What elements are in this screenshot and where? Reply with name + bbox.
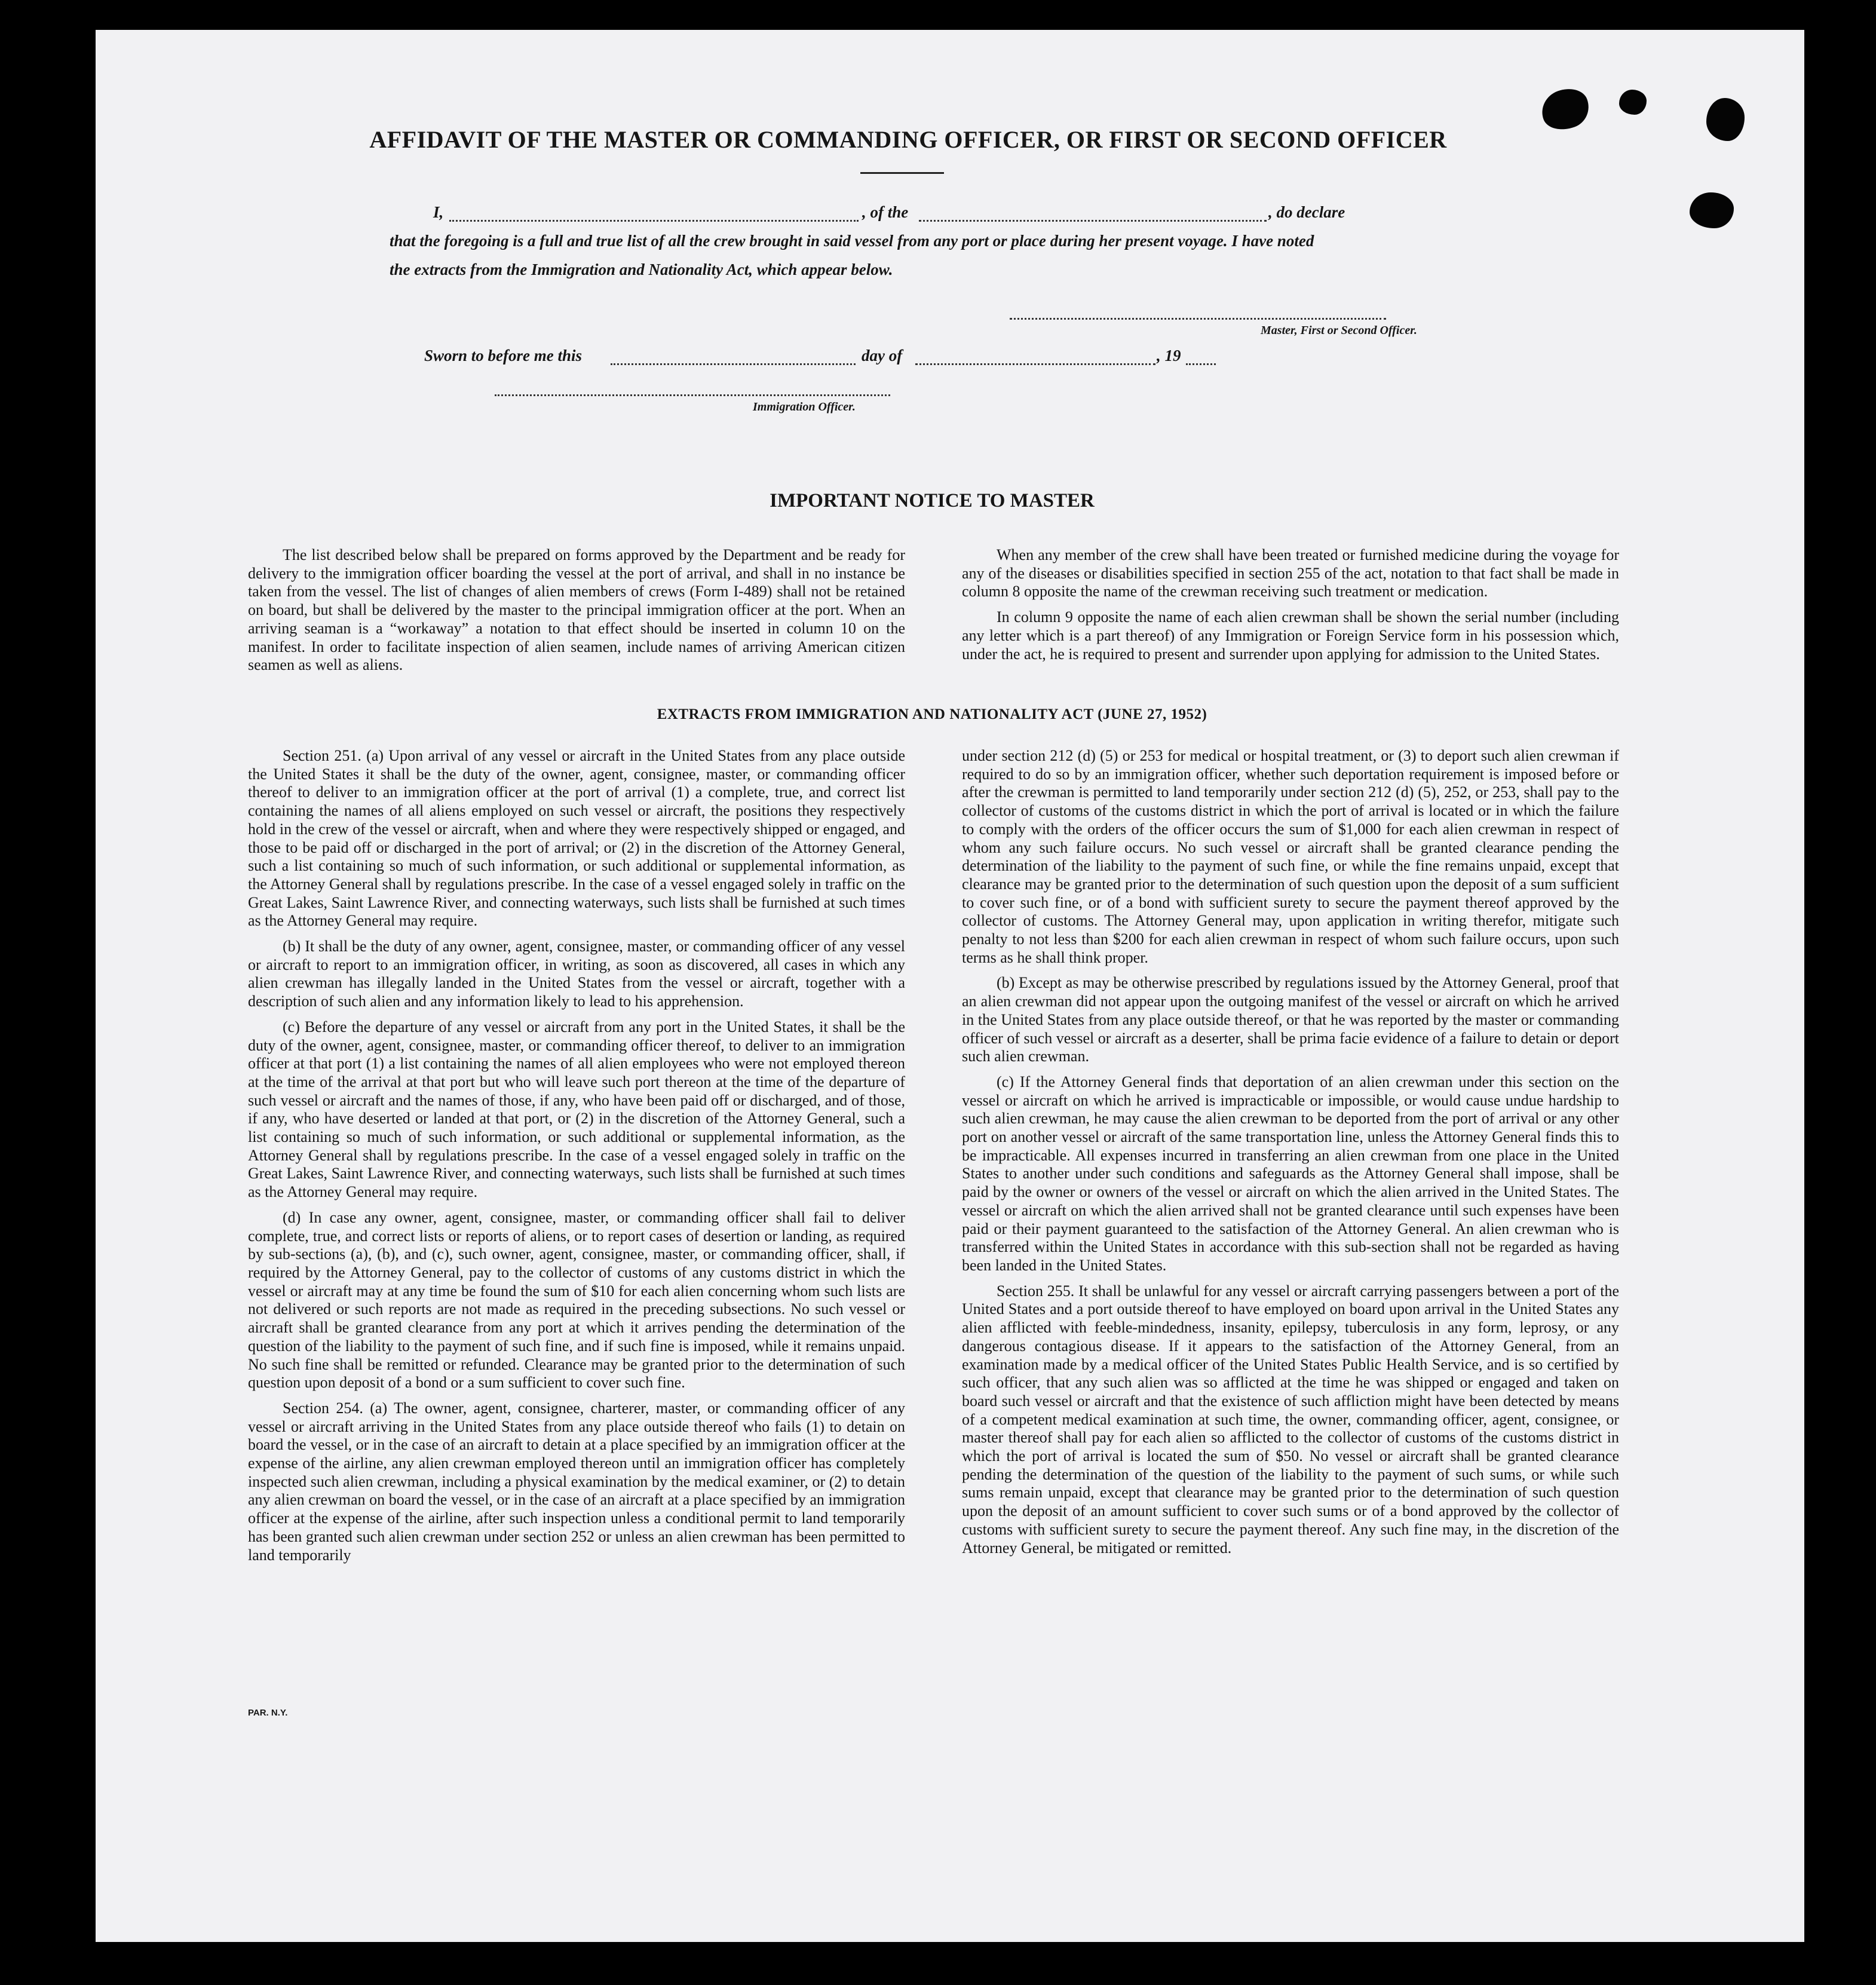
extracts-right-column	[962, 747, 1619, 1564]
affidavit-title: AFFIDAVIT OF THE MASTER OR COMMANDING OFFICER, OR FIRST OR SECOND OFFICER	[369, 126, 1447, 153]
officer-signature-field[interactable]	[495, 394, 890, 396]
section-254-b: (b) Except as may be otherwise prescribed by regulations issued by the Attorney General, proof that an alien crewman did not appear upon the outgoing manifest of the vessel or aircraft on which he arrived in the United States from any place outside thereof, or that he was reported by the master or commanding officer of such vessel or aircraft as a deserter, shall be prima facie evidence of a failure to detain or deport such alien crewman.	[962, 974, 1619, 1065]
ink-blot	[1619, 90, 1647, 115]
sworn-label: Sworn to before me this	[424, 347, 583, 364]
section-251-d: (d) In case any owner, agent, consignee, master, or commanding officer shall fail to deliver complete, true, and correct lists or reports of aliens, or to report cases of desertion or landing, as required by sub-sections (a), (b), and (c), such owner, agent, consignee, master, or commanding officer, shall, if required by the Attorney General, pay to the collector of customs of any customs district in which the vessel or aircraft may at any time be found the sum of $10 for each alien concerning whom such lists are not delivered or such reports are not made as required in the preceding subsections. No such vessel or aircraft shall be granted clearance from any port at which it arrives pending the determination of the question of the liability to the payment of such fine, and if such fine is imposed, while it remains unpaid. No such fine shall be remitted or refunded. Clearance may be granted prior to the determination of such question upon deposit of a bond or a sum sufficient to cover such fine.	[248, 1208, 905, 1392]
master-signature-field[interactable]	[1010, 318, 1386, 320]
section-251-a: Section 251. (a) Upon arrival of any vessel or aircraft in the United States from any place outside the United States it shall be the duty of the owner, agent, consignee, master, or commanding officer thereof to deliver to an immigration officer at the port of arrival (1) a complete, true, and correct list containing the names of all aliens employed on such vessel or aircraft, the positions they respectively hold in the crew of the vessel or aircraft, when and where they were respectively shipped or engaged, and those to be paid off or discharged in the port of arrival; or (2) in the discretion of the Attorney General, such a list containing so much of such information, or such additional or supplemental information, as the Attorney General shall by regulations prescribe. In the case of a vessel engaged solely in traffic on the Great Lakes, Saint Lawrence River, and connecting waterways, such lists shall be furnished at such times as the Attorney General may require.	[248, 747, 905, 930]
day-of-label: day of	[862, 347, 903, 364]
sworn-month-field[interactable]	[915, 363, 1155, 365]
notice-right-column	[962, 546, 1619, 670]
declaration-line-3: the extracts from the Immigration and Nationality Act, which appear below.	[390, 261, 893, 278]
section-251-b: (b) It shall be the duty of any owner, agent, consignee, master, or commanding officer of any vessel or aircraft to report to an immigration officer, in writing, as soon as discovered, all cases in which any alien crewman has illegally landed in the United States from the vessel or aircraft, together with a description of such alien and any information likely to lead to his apprehension.	[248, 938, 905, 1010]
notice-heading: IMPORTANT NOTICE TO MASTER	[770, 490, 1095, 511]
ink-blot	[1536, 82, 1595, 136]
notice-right-paragraph-1: When any member of the crew shall have been treated or furnished medicine during the voyage for any of the diseases or disabilities specified in section 255 of the act, notation to that fact shall be made in column 8 opposite the name of the crewman receiving such treatment or medication.	[962, 546, 1619, 601]
section-254-c: (c) If the Attorney General finds that deportation of an alien crewman under this section on the vessel or aircraft on which he arrived is impracticable or impossible, or would cause undue hardship to such alien crewman, he may cause the alien crewman to be deported from the port of arrival or any other port on another vessel or aircraft of the same transportation line, unless the Attorney General finds this to be impracticable. All expenses incurred in transferring an alien crewman from one place in the United States to another under such conditions and safeguards as the Attorney General shall impose, shall be paid by the owner or owners of the vessel or aircraft on which the alien arrived in the United States. The vessel or aircraft on which the alien arrived shall not be granted clearance until such expenses have been paid or their payment guaranteed to the satisfaction of the Attorney General. An alien crewman who is transferred within the United States in accordance with this sub-section shall not be regarded as having been landed in the United States.	[962, 1073, 1619, 1274]
master-signature-label: Master, First or Second Officer.	[1261, 324, 1417, 337]
extracts-left-column	[248, 747, 905, 1572]
title-divider	[860, 172, 944, 174]
notice-left-paragraph: The list described below shall be prepared on forms approved by the Department and be ready for delivery to the immigration officer boarding the vessel at the port of arrival, and shall in no instance be taken from the vessel. The list of changes of alien members of crews (Form I-489) shall not be retained on board, but shall be delivered by the master to the principal immigration officer at the port. When an arriving seaman is a “workaway” a notation to that effect should be inserted in column 10 on the manifest. In order to facilitate inspection of alien seamen, include names of arriving American citizen seamen as well as aliens.	[248, 546, 905, 674]
declare-of-the-label: , of the	[862, 203, 909, 221]
declare-i-label: I,	[433, 203, 444, 221]
declare-do-declare-label: , do declare	[1268, 203, 1345, 221]
section-254-a-continued: under section 212 (d) (5) or 253 for medical or hospital treatment, or (3) to deport such alien crewman if required to do so by an immigration officer, whether such deportation requirement is imposed before or after the crewman is permitted to land temporarily under section 212 (d) (5), 252, or 253, shall pay to the collector of customs of the customs district in which the port of arrival is located or in which the failure to comply with the orders of the officer occurs the sum of $1,000 for each alien crewman in respect of whom any such failure occurs. No such vessel or aircraft shall be granted clearance pending the determination of the liability to the payment of such fine, or while the fine remains unpaid, except that clearance may be granted prior to the determination of such question upon the deposit of a sum sufficient to cover such fine, or of a bond with sufficient surety to secure the payment thereof approved by the collector of customs. The Attorney General may, upon application in writing therefor, mitigate such penalty to not less than $200 for each alien crewman in respect of whom such failure occurs, upon such terms as he shall think proper.	[962, 747, 1619, 966]
ink-blot	[1706, 98, 1745, 141]
declarant-name-field[interactable]	[449, 220, 859, 222]
section-255: Section 255. It shall be unlawful for any vessel or aircraft carrying passengers between a port of the United States and a port outside thereof to have employed on board upon arrival in the United States any alien afflicted with feeble-mindedness, insanity, epilepsy, tuberculosis in any form, leprosy, or any dangerous contagious disease. If it appears to the satisfaction of the Attorney General, from an examination made by a medical officer of the United States Public Health Service, and is so certified by such officer, that any such alien was so afflicted at the time he was shipped or engaged and taken on board such vessel or aircraft and that the existence of such affliction might have been detected by means of a competent medical examination at such time, the owner, commanding officer, agent, consignee, or master thereof shall pay for each alien so afflicted to the collector of customs of the customs district in which the port of arrival is located the sum of $50. No vessel or aircraft shall be granted clearance pending the determination of the question of the liability to the payment of such sums, or while such sums remain unpaid, except that clearance may be granted prior to the determination of such question upon the deposit of an amount sufficient to cover such sums or of a bond approved by the collector of customs with sufficient surety to secure the payment thereof. Any such fine may, in the discretion of the Attorney General, be mitigated or remitted.	[962, 1282, 1619, 1557]
ink-blot	[1690, 192, 1734, 228]
section-254-a: Section 254. (a) The owner, agent, consignee, charterer, master, or commanding officer of any vessel or aircraft arriving in the United States from any place outside thereof who fails (1) to detain on board the vessel, or in the case of an aircraft to detain at a place specified by an immigration officer at the expense of the airline, any alien crewman employed thereon until an immigration officer has completely inspected such alien crewman, including a physical examination by the medical examiner, or (2) to detain any alien crewman on board the vessel, or in the case of an aircraft at a place specified by an immigration officer at the expense of the airline, after such inspection unless a conditional permit to land temporarily has been granted such alien crewman under section 252 or unless an alien crewman has been permitted to land temporarily	[248, 1399, 905, 1564]
year-prefix-label: , 19	[1157, 347, 1181, 364]
notice-left-column	[248, 546, 905, 682]
sworn-year-field[interactable]	[1186, 363, 1216, 365]
extracts-heading: EXTRACTS FROM IMMIGRATION AND NATIONALITY ACT (JUNE 27, 1952)	[657, 706, 1207, 722]
form-page	[96, 30, 1804, 1942]
printer-mark: PAR. N.Y.	[248, 1708, 288, 1718]
vessel-name-field[interactable]	[919, 220, 1267, 222]
notice-right-paragraph-2: In column 9 opposite the name of each alien crewman shall be shown the serial number (including any letter which is a part thereof) of any Immigration or Foreign Service form in his possession which, under the act, he is required to present and surrender upon applying for admission to the United States.	[962, 608, 1619, 663]
section-251-c: (c) Before the departure of any vessel or aircraft from any port in the United States, it shall be the duty of the owner, agent, consignee, master, or commanding officer thereof, to deliver to an immigration officer at that port (1) a list containing the names of all alien employees who were not employed thereon at the time of the arrival at that port but who will leave such port thereon at the time of the departure of such vessel or aircraft and the names of those, if any, who have been paid off or discharged, and of those, if any, who have deserted or landed at that port, or (2) in the discretion of the Attorney General, such a list containing so much of such information, or such additional or supplemental information, as the Attorney General shall by regulations prescribe. In the case of a vessel engaged solely in traffic on the Great Lakes, Saint Lawrence River, and connecting waterways, such lists shall be furnished at such times as the Attorney General may require.	[248, 1018, 905, 1201]
officer-signature-label: Immigration Officer.	[753, 400, 856, 413]
sworn-day-field[interactable]	[611, 363, 856, 365]
declaration-line-2: that the foregoing is a full and true list of all the crew brought in said vessel from any port or place during her present voyage. I have noted	[390, 232, 1314, 250]
